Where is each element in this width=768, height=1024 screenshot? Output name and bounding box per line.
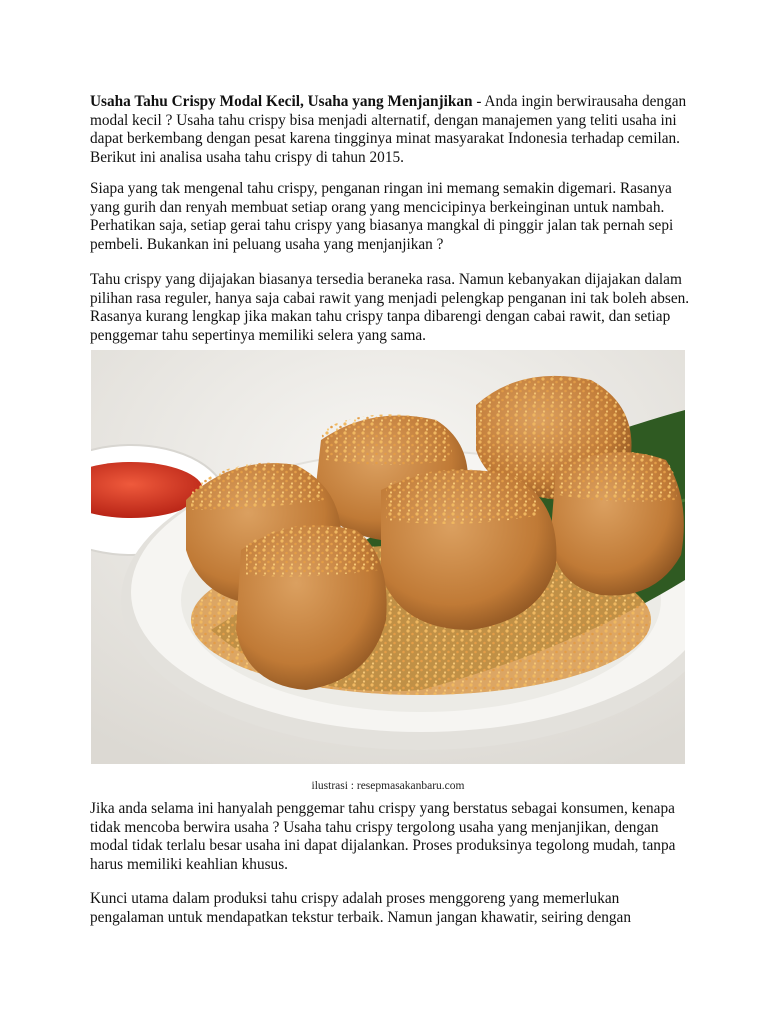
intro-paragraph: [90, 93, 690, 167]
paragraph-4: [90, 800, 690, 874]
paragraph-3: [90, 271, 690, 345]
paragraph-2: [90, 180, 690, 254]
article-title: Usaha Tahu Crispy Modal Kecil, Usaha yang Menjanjikan: [90, 93, 473, 110]
paragraph-3-text: Tahu crispy yang dijajakan biasanya tersedia beraneka rasa. Namun kebanyakan dijajakan dalam pilihan rasa reguler, hanya saja cabai rawit yang menjadi pelengkap penganan ini tak boleh absen. Rasanya kurang lengkap jika makan tahu crispy tanpa dibarengi dengan cabai rawit, dan setiap penggemar tahu sepertinya memiliki selera yang sama.: [90, 271, 690, 344]
intro-text: - Anda ingin berwirausaha dengan modal kecil ? Usaha tahu crispy bisa menjadi alternatif, dengan manajemen yang teliti usaha ini dapat berkembang dengan pesat karena tingginya minat masyarakat Indonesia terhadap cemilan. Berikut ini analisa usaha tahu crispy di tahun 2015.: [90, 93, 687, 166]
photo-illustration: [91, 350, 685, 764]
paragraph-4-text: Jika anda selama ini hanyalah penggemar tahu crispy yang berstatus sebagai konsumen, kenapa tidak mencoba berwira usaha ? Usaha tahu crispy tergolong usaha yang menjanjikan, dengan modal tidak terlalu besar usaha ini dapat dijalankan. Proses produksinya tegolong mudah, tanpa harus memiliki keahlian khusus.: [90, 800, 676, 873]
photo-caption: ilustrasi : resepmasakanbaru.com: [311, 780, 465, 792]
tahu-crispy-photo: [91, 350, 685, 764]
paragraph-5: [90, 890, 690, 927]
paragraph-5-text: Kunci utama dalam produksi tahu crispy adalah proses menggoreng yang memerlukan pengalaman untuk mendapatkan tekstur terbaik. Namun jangan khawatir, seiring dengan: [90, 890, 631, 926]
paragraph-2-text: Siapa yang tak mengenal tahu crispy, penganan ringan ini memang semakin digemari. Rasanya yang gurih dan renyah membuat setiap orang yang mencicipinya berkeinginan untuk nambah. Perhatikan saja, setiap gerai tahu crispy yang biasanya mangkal di pinggir jalan tak pernah sepi pembeli. Bukankan ini peluang usaha yang menjanjikan ?: [90, 180, 674, 253]
